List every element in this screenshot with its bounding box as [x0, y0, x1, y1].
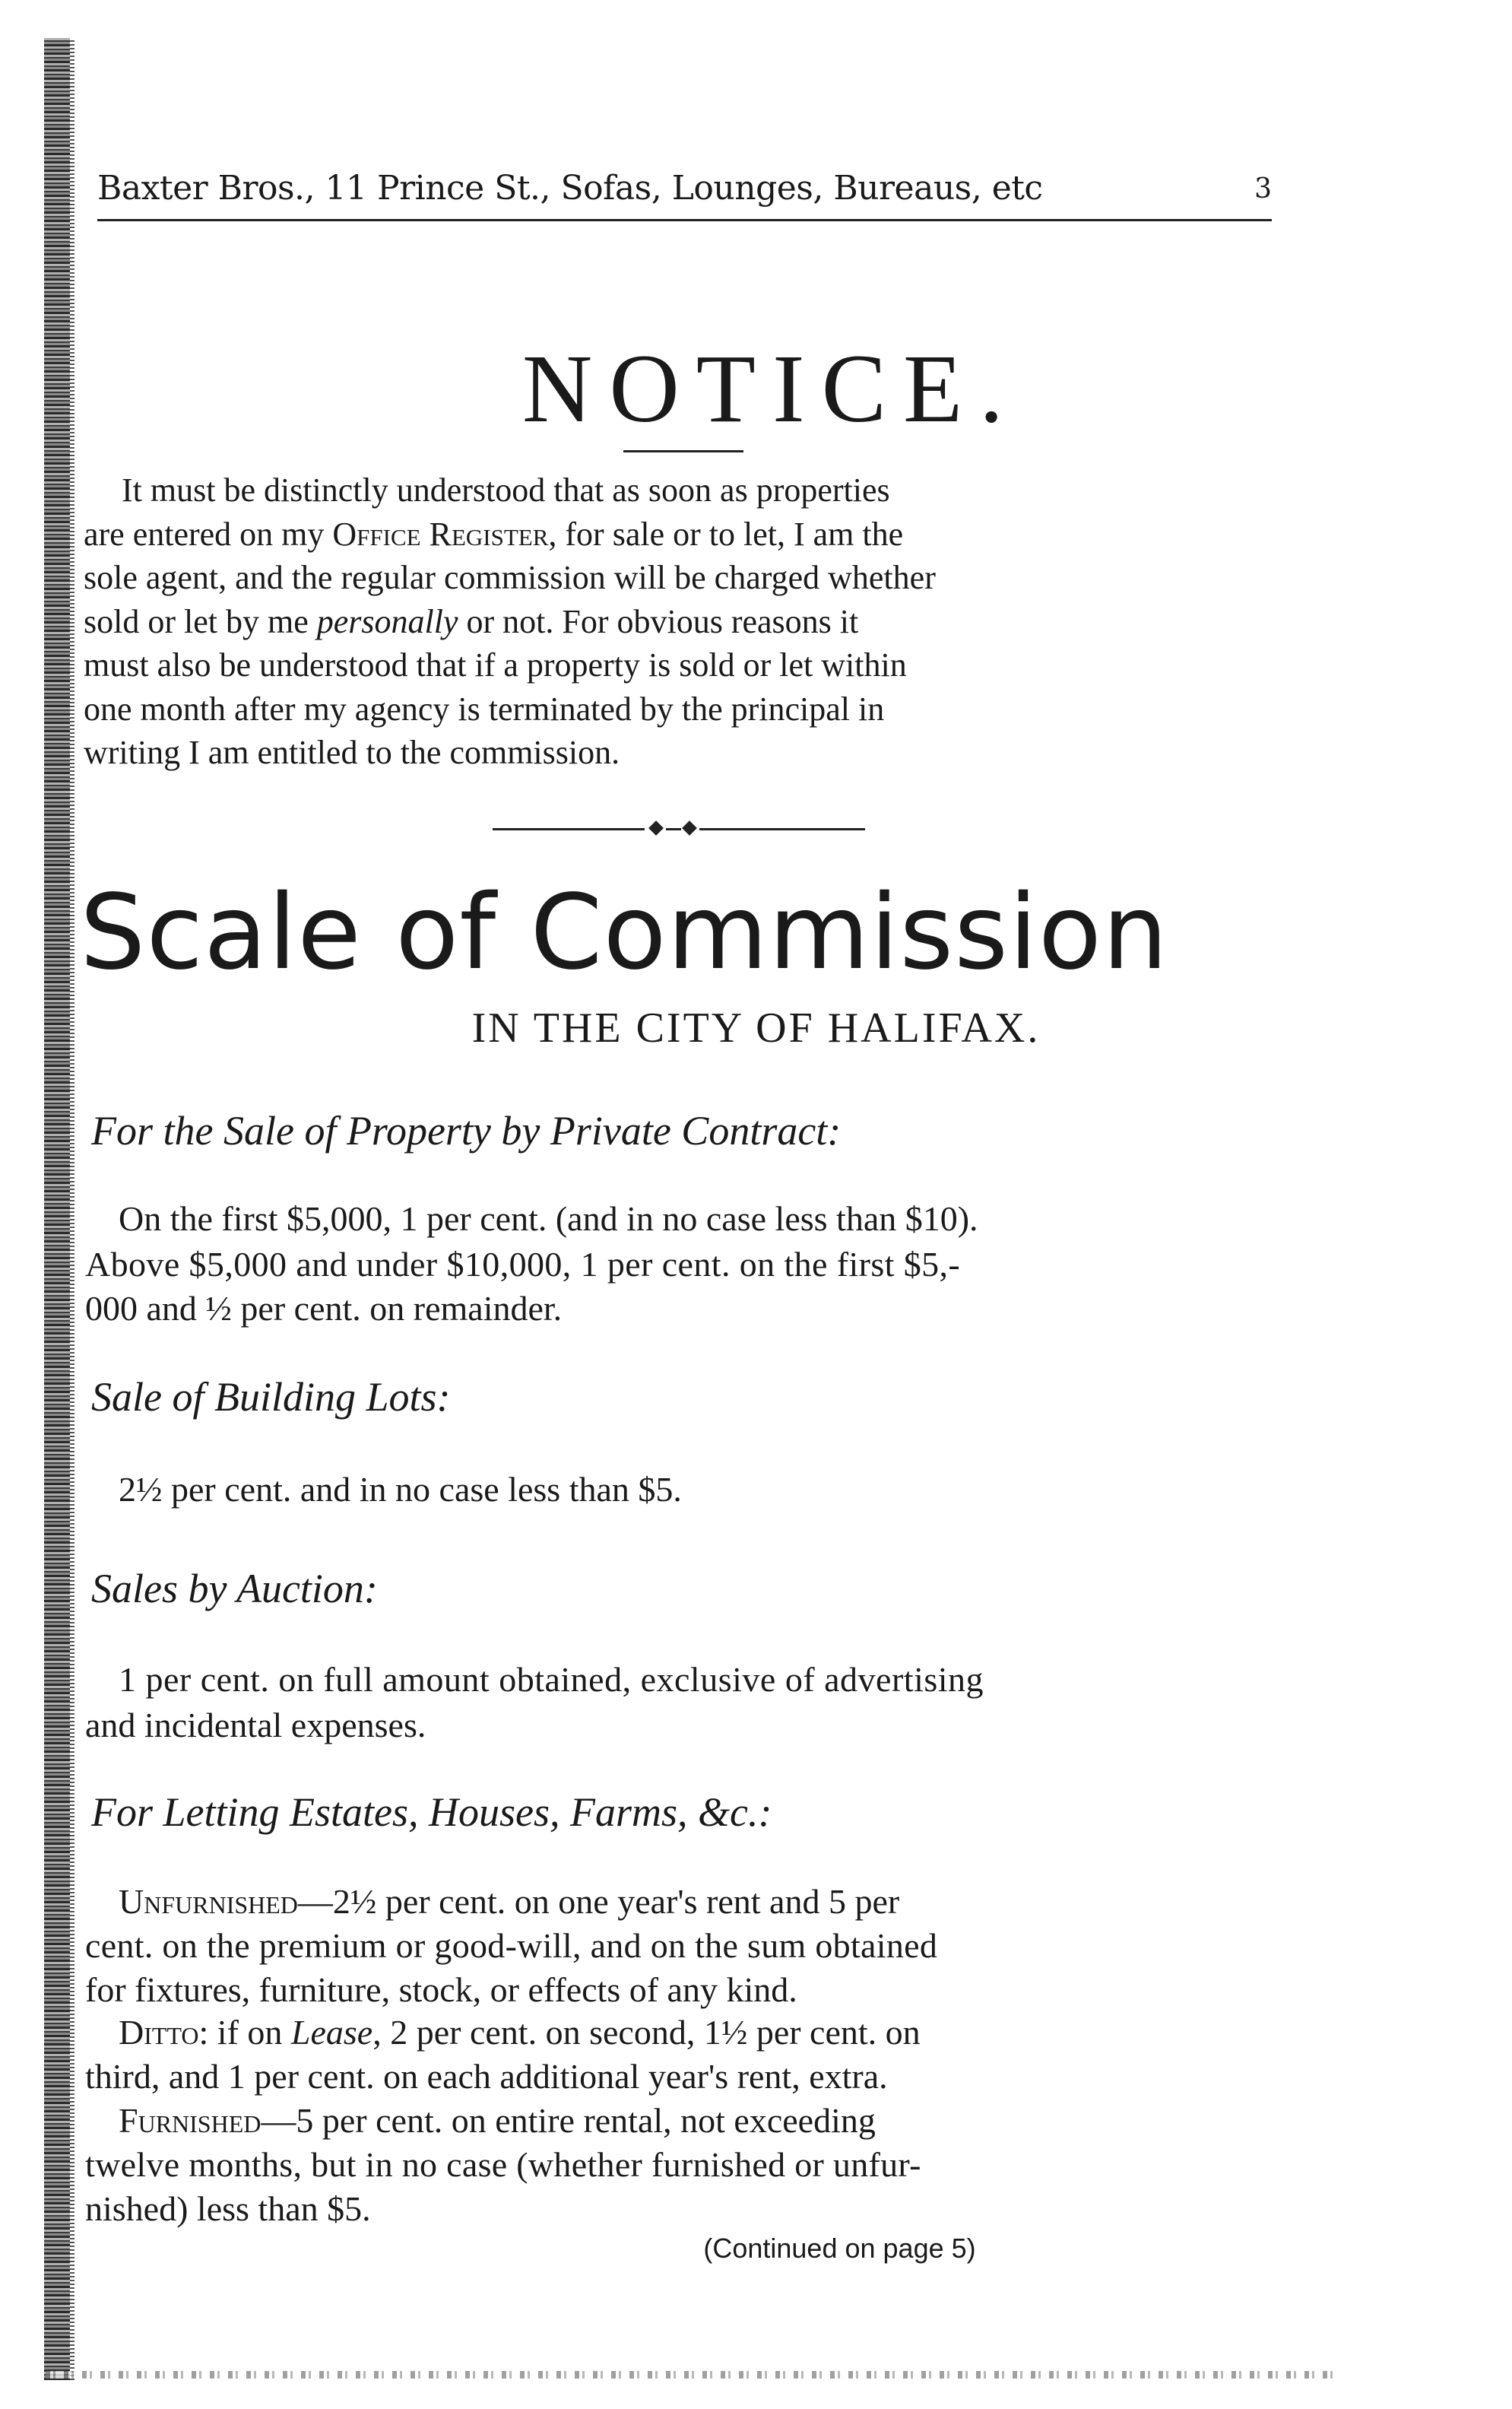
building-lots-line-1: 2½ per cent. and in no case less than $5.: [119, 1470, 682, 1509]
bottom-page-edge: [46, 2371, 1338, 2379]
office-register: Office Register: [332, 515, 549, 553]
notice-line-1: It must be distinctly understood that as soon as properties: [122, 471, 890, 509]
notice-line-6: one month after my agency is terminated by the principal in: [84, 690, 885, 728]
furnished-label: Furnished: [119, 2101, 262, 2140]
notice-line-5: must also be understood that if a property is sold or let within: [84, 646, 907, 684]
page-number: 3: [1254, 173, 1272, 205]
private-contract-line-3: 000 and ½ per cent. on remainder.: [85, 1289, 563, 1328]
private-contract-heading: For the Sale of Property by Private Contract:: [91, 1108, 842, 1154]
header-text: Baxter Bros., 11 Prince St., Sofas, Lounges, Bureaus, etc: [97, 169, 1043, 208]
furnished-line-1: Furnished—5 per cent. on entire rental, not exceeding: [119, 2101, 876, 2140]
unfurnished-line-2: cent. on the premium or good-will, and on the sum obtained: [85, 1926, 938, 1965]
notice-line-2: are entered on my Office Register, for sale or to let, I am the: [84, 515, 904, 553]
notice-line-7: writing I am entitled to the commission.: [84, 734, 620, 771]
furnished-line-3: nished) less than $5.: [85, 2189, 371, 2228]
ditto-label: Ditto: [119, 2013, 199, 2052]
lease-emphasis: Lease: [290, 2013, 373, 2052]
city-subtitle: IN THE CITY OF HALIFAX.: [471, 1005, 1041, 1052]
auction-line-1: 1 per cent. on full amount obtained, exclusive of advertising: [119, 1660, 984, 1699]
unfurnished-label: Unfurnished: [119, 1882, 298, 1921]
ditto-line-2: third, and 1 per cent. on each additional year's rent, extra.: [85, 2057, 888, 2096]
ditto-line-1: Ditto: if on Lease, 2 per cent. on second, 1½ per cent. on: [119, 2013, 921, 2052]
building-lots-heading: Sale of Building Lots:: [91, 1374, 451, 1420]
notice-paragraph: [84, 468, 1277, 775]
continued-note: (Continued on page 5): [703, 2233, 976, 2264]
private-contract-line-1: On the first $5,000, 1 per cent. (and in no case less than $10).: [119, 1199, 978, 1238]
notice-line-4: sold or let by me personally or not. For obvious reasons it: [84, 602, 859, 640]
unfurnished-line-1: Unfurnished—2½ per cent. on one year's rent and 5 per: [119, 1882, 900, 1921]
notice-title: NOTICE.: [521, 335, 1021, 443]
notice-line-3: sole agent, and the regular commission will be charged whether: [84, 559, 936, 596]
private-contract-line-2: Above $5,000 and under $10,000, 1 per cent. on the first $5,-: [85, 1245, 961, 1284]
auction-heading: Sales by Auction:: [91, 1566, 378, 1611]
auction-line-2: and incidental expenses.: [85, 1706, 426, 1744]
letting-heading: For Letting Estates, Houses, Farms, &c.:: [91, 1789, 772, 1835]
unfurnished-line-3: for fixtures, furniture, stock, or effects of any kind.: [85, 1970, 797, 2009]
scale-title: Scale of Commission: [80, 873, 1169, 993]
furnished-line-2: twelve months, but in no case (whether furnished or unfur-: [85, 2145, 921, 2184]
notice-rule: [623, 450, 743, 452]
running-header: [97, 166, 1272, 221]
personally-emphasis: personally: [316, 602, 458, 640]
ornament-divider: [493, 821, 865, 836]
